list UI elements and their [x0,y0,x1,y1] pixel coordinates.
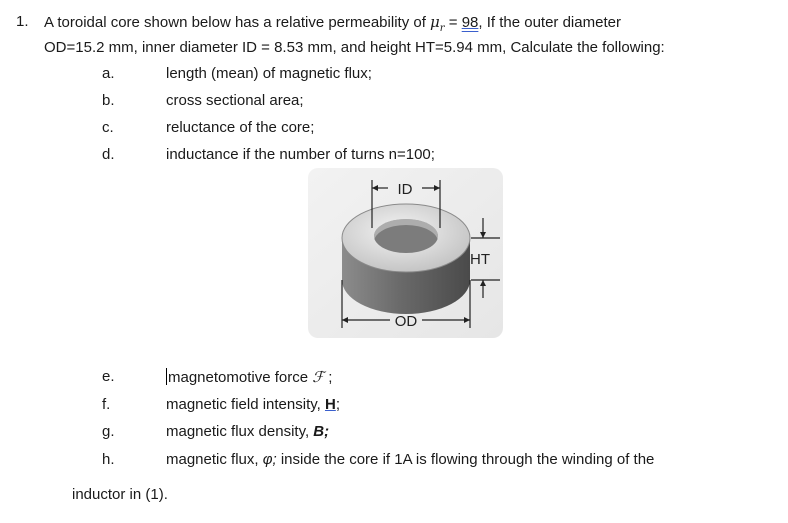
mmf-symbol: ℱ [312,368,325,386]
item-text-f: magnetic field intensity, H; [166,396,340,413]
mu-subscript: r [439,23,445,34]
footer-text: inductor in (1). [72,486,168,503]
item-label-h: h. [102,451,115,468]
item-label-d: d. [102,146,115,163]
mu-symbol: μ [430,13,440,31]
item-text-a: length (mean) of magnetic flux; [166,65,372,82]
item-label-g: g. [102,423,115,440]
toroid-diagram [308,168,503,338]
h-symbol: H [324,396,336,413]
item-label-c: c. [102,119,114,136]
b-symbol: B; [313,423,330,440]
id-label: ID [397,181,413,198]
item-text-g: magnetic flux density, B; [166,423,330,440]
text-cursor [166,368,167,385]
item-text-e: magnetomotive force ℱ ; [168,368,333,386]
item-text-h: magnetic flux, φ; inside the core if 1A is flowing through the winding of the [166,451,655,468]
ht-label: HT [470,251,490,268]
item-text-c: reluctance of the core; [166,119,315,136]
problem-statement-line-1: A toroidal core shown below has a relative permeability of $\mu_r = 98$, If the outer diameter [44,13,621,34]
toroid-figure [308,168,503,342]
item-text-d: inductance if the number of turns n=100; [166,146,435,163]
item-label-a: a. [102,65,115,82]
phi-symbol: φ; [262,451,277,468]
problem-statement-line-2: OD=15.2 mm, inner diameter ID = 8.53 mm, and height HT=5.94 mm, Calculate the following: [44,39,665,56]
item-text-b: cross sectional area; [166,92,304,109]
mu-value: 98 [461,14,479,31]
item-label-b: b. [102,92,115,109]
item-label-f: f. [102,396,111,413]
problem-number: 1. [16,13,29,30]
item-label-e: e. [102,368,115,385]
od-label: OD [394,313,418,330]
